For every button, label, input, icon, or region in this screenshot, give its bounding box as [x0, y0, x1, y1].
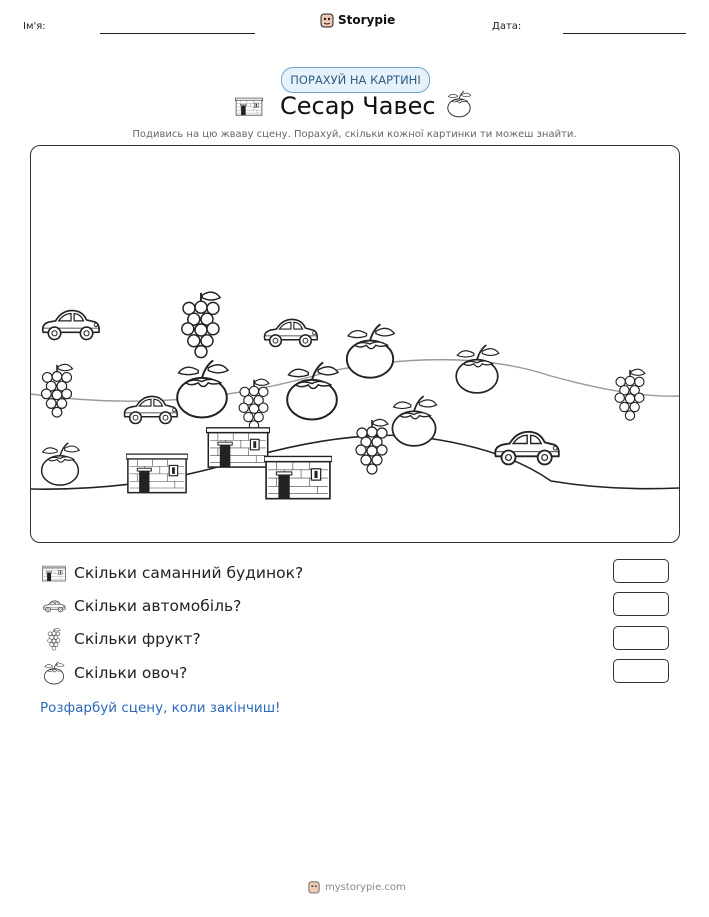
- question-cars: [42, 594, 241, 618]
- car-2: [264, 319, 317, 346]
- tomato-5: [392, 396, 436, 446]
- brand-name: Storypie: [338, 13, 396, 27]
- question-text: Скільки автомобіль?: [74, 597, 242, 615]
- adobe-house-icon: [235, 96, 263, 116]
- question-houses: [42, 561, 303, 585]
- question-text: Скільки фрукт?: [74, 630, 201, 648]
- tomato-4: [456, 345, 499, 393]
- tomato-1: [347, 324, 395, 377]
- name-label: Ім'я:: [23, 21, 46, 32]
- adobe-house-3: [264, 456, 332, 498]
- car-icon: [42, 594, 66, 618]
- counting-scene: [30, 145, 680, 543]
- name-line[interactable]: [100, 33, 255, 34]
- question-text: Скільки овоч?: [74, 664, 188, 682]
- adobe-house-icon: [42, 561, 66, 585]
- footer-site[interactable]: mystorypie.com: [325, 881, 406, 893]
- grapes-4: [356, 419, 388, 474]
- brand-logo: [320, 12, 395, 28]
- storypie-logo-icon: [320, 12, 334, 28]
- question-vegetables: [42, 661, 187, 685]
- grapes-5: [615, 369, 645, 420]
- tomato-2: [177, 360, 228, 417]
- answer-box-vegetables[interactable]: [613, 659, 669, 683]
- adobe-house-1: [206, 428, 269, 467]
- grapes-2: [42, 364, 73, 417]
- answer-box-houses[interactable]: [613, 559, 669, 583]
- storypie-logo-icon: [308, 880, 320, 894]
- answer-box-fruit[interactable]: [613, 626, 669, 650]
- scene-drawing: [31, 146, 679, 542]
- grapes-1: [182, 292, 220, 357]
- adobe-house-2: [126, 454, 188, 493]
- page-title: Сесар Чавес: [280, 92, 436, 120]
- footer: [308, 880, 406, 894]
- car-1: [43, 311, 99, 340]
- answer-box-cars[interactable]: [613, 592, 669, 616]
- date-label: Дата:: [492, 21, 522, 32]
- date-line[interactable]: [563, 33, 686, 34]
- tomato-icon: [445, 90, 473, 118]
- car-4: [495, 432, 559, 465]
- tomato-icon: [42, 661, 66, 685]
- tomato-6: [42, 443, 80, 485]
- grapes-3: [239, 379, 269, 430]
- question-fruit: [42, 627, 201, 651]
- page-subtitle: Подивись на цю жваву сцену. Порахуй, скільки кожної картинки ти можеш знайти.: [132, 129, 577, 140]
- tomato-3: [287, 362, 338, 419]
- worksheet-badge: ПОРАХУЙ НА КАРТИНІ: [281, 67, 430, 93]
- colour-instruction: Розфарбуй сцену, коли закінчиш!: [40, 700, 281, 716]
- question-text: Скільки саманний будинок?: [74, 564, 304, 582]
- grapes-icon: [42, 627, 66, 651]
